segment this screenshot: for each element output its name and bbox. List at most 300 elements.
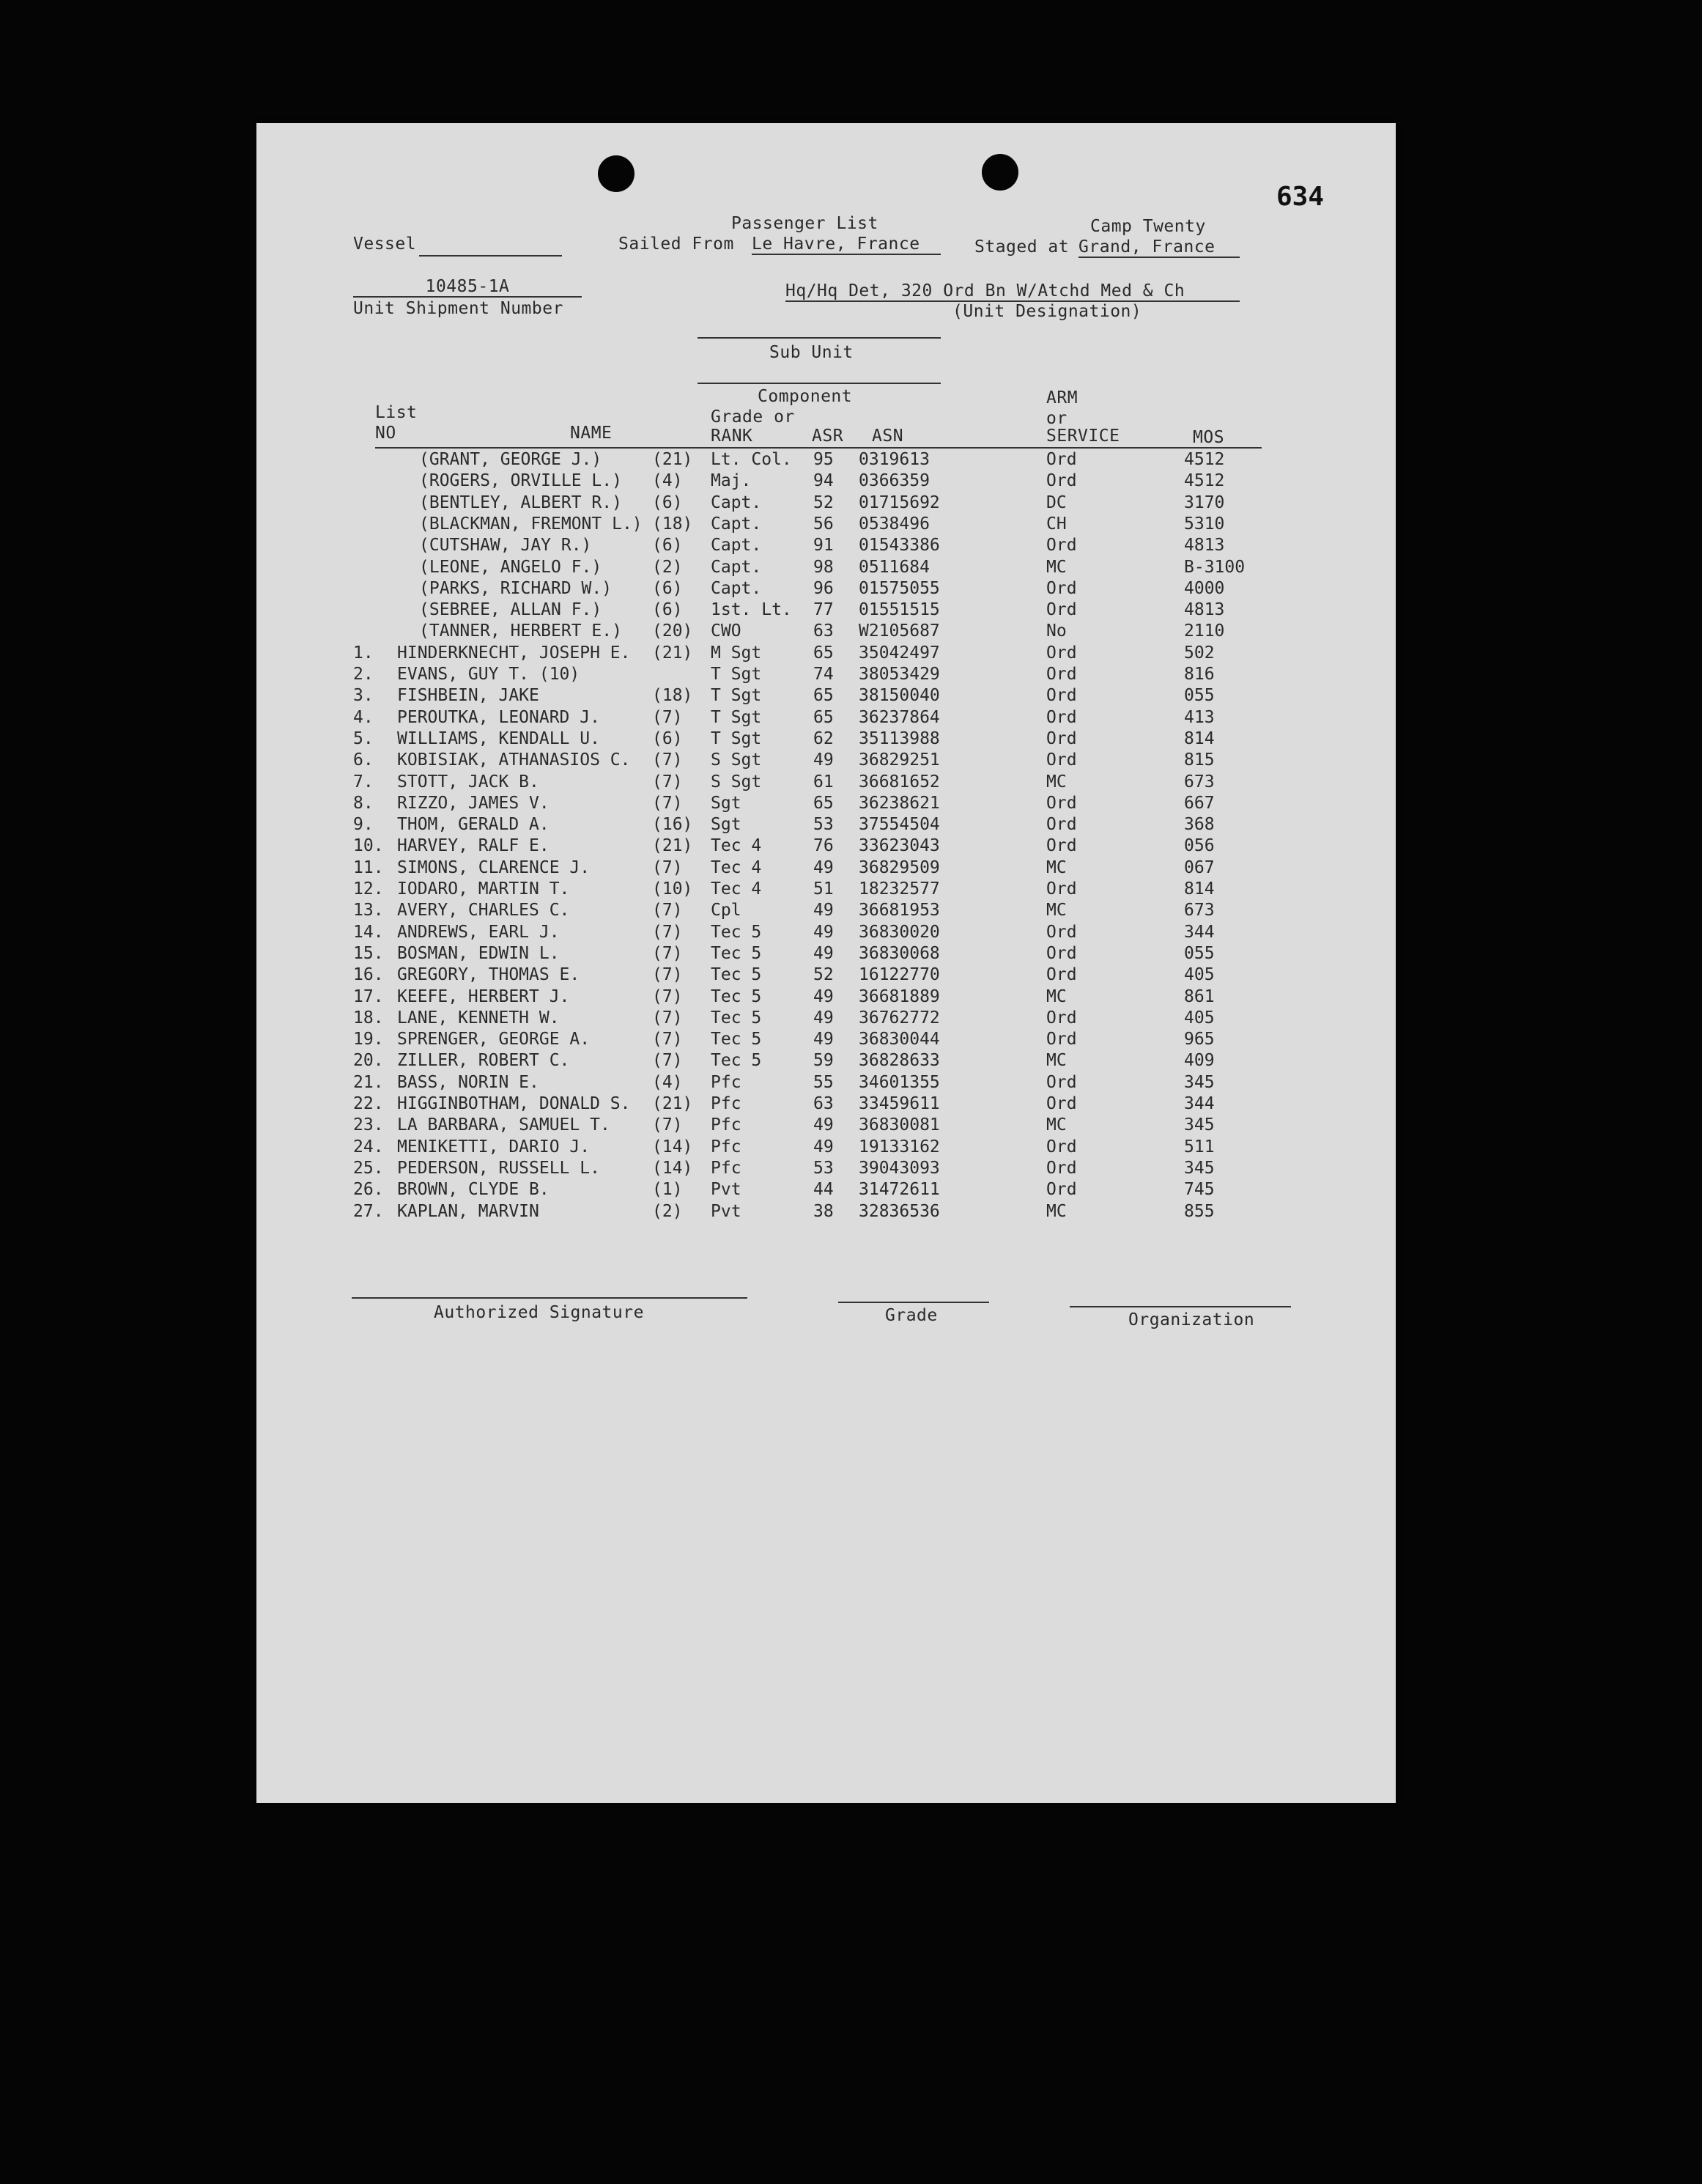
row-list-number: 22. bbox=[353, 1094, 384, 1113]
row-list-number: 13. bbox=[353, 901, 384, 921]
column-header-or: or bbox=[1046, 409, 1068, 428]
row-code: (14) bbox=[652, 1158, 693, 1178]
row-asr: 56 bbox=[813, 514, 834, 534]
row-mos: 368 bbox=[1184, 815, 1215, 835]
row-name: WILLIAMS, KENDALL U. bbox=[397, 728, 600, 748]
row-rank: Tec 5 bbox=[711, 1030, 762, 1049]
row-asn: 36238621 bbox=[859, 793, 940, 813]
table-row bbox=[256, 965, 1396, 986]
row-asr: 61 bbox=[813, 772, 834, 792]
row-list-number: 27. bbox=[353, 1201, 384, 1221]
row-service: Ord bbox=[1046, 578, 1077, 598]
row-rank: T Sgt bbox=[711, 665, 762, 684]
passenger-table bbox=[256, 450, 1396, 1221]
row-asr: 49 bbox=[813, 922, 834, 942]
row-mos: 067 bbox=[1184, 857, 1215, 877]
row-asr: 49 bbox=[813, 901, 834, 921]
table-row bbox=[256, 686, 1396, 707]
row-list-number: 10. bbox=[353, 836, 384, 856]
table-row bbox=[256, 1030, 1396, 1051]
row-asn: 33623043 bbox=[859, 836, 940, 856]
table-row bbox=[256, 1115, 1396, 1137]
row-asr: 76 bbox=[813, 836, 834, 856]
table-row bbox=[256, 901, 1396, 922]
row-service: Ord bbox=[1046, 793, 1077, 813]
row-service: MC bbox=[1046, 557, 1067, 577]
row-asn: 16122770 bbox=[859, 965, 940, 985]
row-code: (7) bbox=[652, 857, 683, 877]
row-name: THOM, GERALD A. bbox=[397, 815, 550, 835]
row-asr: 65 bbox=[813, 707, 834, 727]
row-mos: 814 bbox=[1184, 728, 1215, 748]
row-asn: W2105687 bbox=[859, 621, 940, 641]
row-mos: 861 bbox=[1184, 986, 1215, 1006]
row-rank: Capt. bbox=[711, 557, 762, 577]
row-asr: 74 bbox=[813, 665, 834, 684]
table-row bbox=[256, 772, 1396, 794]
row-rank: Pfc bbox=[711, 1158, 741, 1178]
row-list-number: 7. bbox=[353, 772, 374, 792]
row-code: (21) bbox=[652, 1094, 693, 1113]
row-code: (21) bbox=[652, 643, 693, 663]
table-row bbox=[256, 750, 1396, 772]
row-mos: 3170 bbox=[1184, 492, 1225, 512]
row-name: (ROGERS, ORVILLE L.) bbox=[419, 471, 622, 491]
table-row bbox=[256, 815, 1396, 836]
row-service: Ord bbox=[1046, 1030, 1077, 1049]
row-list-number: 6. bbox=[353, 750, 374, 770]
row-code: (2) bbox=[652, 1201, 683, 1221]
row-service: CH bbox=[1046, 514, 1067, 534]
row-list-number: 11. bbox=[353, 857, 384, 877]
row-code: (7) bbox=[652, 772, 683, 792]
row-list-number: 14. bbox=[353, 922, 384, 942]
row-asr: 49 bbox=[813, 1030, 834, 1049]
row-asn: 36830081 bbox=[859, 1115, 940, 1135]
row-mos: 413 bbox=[1184, 707, 1215, 727]
row-asn: 0366359 bbox=[859, 471, 930, 491]
row-mos: 405 bbox=[1184, 965, 1215, 985]
row-service: MC bbox=[1046, 1201, 1067, 1221]
row-asn: 01715692 bbox=[859, 492, 940, 512]
table-row bbox=[256, 558, 1396, 579]
row-list-number: 25. bbox=[353, 1158, 384, 1178]
row-service: Ord bbox=[1046, 1137, 1077, 1156]
table-row bbox=[256, 621, 1396, 643]
row-service: Ord bbox=[1046, 815, 1077, 835]
row-rank: Pfc bbox=[711, 1094, 741, 1113]
staged-at-label: Staged at bbox=[974, 237, 1070, 257]
document-page bbox=[256, 123, 1396, 1803]
table-row bbox=[256, 536, 1396, 557]
organization-line bbox=[1070, 1306, 1291, 1307]
row-code: (4) bbox=[652, 471, 683, 491]
row-asn: 39043093 bbox=[859, 1158, 940, 1178]
row-asr: 63 bbox=[813, 621, 834, 641]
table-row bbox=[256, 1008, 1396, 1030]
row-name: (BENTLEY, ALBERT R.) bbox=[419, 492, 622, 512]
row-rank: Tec 4 bbox=[711, 836, 762, 856]
row-asn: 0511684 bbox=[859, 557, 930, 577]
row-asr: 49 bbox=[813, 1137, 834, 1156]
row-asr: 96 bbox=[813, 578, 834, 598]
row-name: PEROUTKA, LEONARD J. bbox=[397, 707, 600, 727]
row-mos: 816 bbox=[1184, 665, 1215, 684]
row-mos: 5310 bbox=[1184, 514, 1225, 534]
column-header-asn: ASN bbox=[872, 427, 904, 446]
column-header-grade-or: Grade or bbox=[711, 407, 795, 427]
row-asr: 63 bbox=[813, 1094, 834, 1113]
row-rank: Tec 5 bbox=[711, 1051, 762, 1071]
row-code: (7) bbox=[652, 1008, 683, 1028]
row-asn: 33459611 bbox=[859, 1094, 940, 1113]
row-asr: 59 bbox=[813, 1051, 834, 1071]
row-rank: Tec 5 bbox=[711, 1008, 762, 1028]
row-mos: 409 bbox=[1184, 1051, 1215, 1071]
row-asn: 36829251 bbox=[859, 750, 940, 770]
authorized-signature-label: Authorized Signature bbox=[434, 1303, 644, 1322]
row-rank: Sgt bbox=[711, 793, 741, 813]
row-asr: 52 bbox=[813, 492, 834, 512]
row-service: Ord bbox=[1046, 836, 1077, 856]
row-code: (7) bbox=[652, 707, 683, 727]
table-row bbox=[256, 858, 1396, 879]
row-asr: 51 bbox=[813, 879, 834, 899]
row-service: DC bbox=[1046, 492, 1067, 512]
row-service: Ord bbox=[1046, 965, 1077, 985]
row-rank: Pfc bbox=[711, 1115, 741, 1135]
row-asn: 36681953 bbox=[859, 901, 940, 921]
row-asr: 55 bbox=[813, 1072, 834, 1092]
row-service: MC bbox=[1046, 772, 1067, 792]
row-list-number: 4. bbox=[353, 707, 374, 727]
row-service: Ord bbox=[1046, 922, 1077, 942]
row-mos: 502 bbox=[1184, 643, 1215, 663]
row-mos: 344 bbox=[1184, 1094, 1215, 1113]
row-name: LANE, KENNETH W. bbox=[397, 1008, 560, 1028]
row-code: (7) bbox=[652, 943, 683, 963]
row-rank: Tec 4 bbox=[711, 879, 762, 899]
row-asr: 53 bbox=[813, 1158, 834, 1178]
row-code: (14) bbox=[652, 1137, 693, 1156]
row-name: (TANNER, HERBERT E.) bbox=[419, 621, 622, 641]
vessel-blank bbox=[419, 255, 562, 257]
column-header-asr: ASR bbox=[812, 427, 844, 446]
row-list-number: 26. bbox=[353, 1180, 384, 1200]
row-code: (7) bbox=[652, 922, 683, 942]
column-header-name: NAME bbox=[570, 424, 613, 443]
row-mos: 667 bbox=[1184, 793, 1215, 813]
row-list-number: 17. bbox=[353, 986, 384, 1006]
row-name: FISHBEIN, JAKE bbox=[397, 686, 539, 706]
row-rank: Capt. bbox=[711, 536, 762, 556]
table-row bbox=[256, 471, 1396, 492]
row-code: (7) bbox=[652, 750, 683, 770]
row-code: (6) bbox=[652, 492, 683, 512]
row-service: Ord bbox=[1046, 879, 1077, 899]
row-mos: 056 bbox=[1184, 836, 1215, 856]
row-rank: Tec 5 bbox=[711, 965, 762, 985]
row-service: Ord bbox=[1046, 1008, 1077, 1028]
row-code: (16) bbox=[652, 815, 693, 835]
unit-designation-label: (Unit Designation) bbox=[952, 302, 1142, 321]
row-asn: 01575055 bbox=[859, 578, 940, 598]
row-asr: 44 bbox=[813, 1180, 834, 1200]
row-asr: 77 bbox=[813, 600, 834, 620]
row-asn: 37554504 bbox=[859, 815, 940, 835]
list-title: Passenger List bbox=[731, 214, 878, 233]
row-service: Ord bbox=[1046, 728, 1077, 748]
column-header-mos: MOS bbox=[1193, 428, 1225, 447]
row-mos: 855 bbox=[1184, 1201, 1215, 1221]
row-mos: 965 bbox=[1184, 1030, 1215, 1049]
column-header-service: SERVICE bbox=[1046, 427, 1120, 446]
row-asn: 36237864 bbox=[859, 707, 940, 727]
row-rank: S Sgt bbox=[711, 750, 762, 770]
row-name: SIMONS, CLARENCE J. bbox=[397, 857, 591, 877]
table-row bbox=[256, 836, 1396, 857]
row-asn: 36830020 bbox=[859, 922, 940, 942]
row-mos: 673 bbox=[1184, 772, 1215, 792]
row-name: (SEBREE, ALLAN F.) bbox=[419, 600, 602, 620]
column-header-no: NO bbox=[375, 424, 396, 443]
row-asn: 19133162 bbox=[859, 1137, 940, 1156]
row-code: (7) bbox=[652, 1030, 683, 1049]
row-rank: Cpl bbox=[711, 901, 741, 921]
row-list-number: 21. bbox=[353, 1072, 384, 1092]
sailed-from-label: Sailed From bbox=[618, 235, 734, 254]
table-row bbox=[256, 987, 1396, 1008]
row-rank: CWO bbox=[711, 621, 741, 641]
row-code: (18) bbox=[652, 686, 693, 706]
row-asr: 98 bbox=[813, 557, 834, 577]
row-mos: 4512 bbox=[1184, 450, 1225, 469]
row-asr: 49 bbox=[813, 986, 834, 1006]
row-rank: Lt. Col. bbox=[711, 450, 792, 469]
sub-unit-underline bbox=[698, 383, 941, 384]
signature-line bbox=[352, 1297, 747, 1299]
row-service: Ord bbox=[1046, 707, 1077, 727]
row-service: Ord bbox=[1046, 600, 1077, 620]
row-list-number: 19. bbox=[353, 1030, 384, 1049]
row-name: HARVEY, RALF E. bbox=[397, 836, 550, 856]
row-code: (7) bbox=[652, 1115, 683, 1135]
row-service: Ord bbox=[1046, 471, 1077, 491]
row-mos: 2110 bbox=[1184, 621, 1225, 641]
row-code: (18) bbox=[652, 514, 693, 534]
table-row bbox=[256, 514, 1396, 536]
row-rank: Pvt bbox=[711, 1201, 741, 1221]
organization-label: Organization bbox=[1128, 1310, 1255, 1329]
staged-at-value: Grand, France bbox=[1078, 237, 1240, 258]
row-asr: 49 bbox=[813, 750, 834, 770]
row-name: BROWN, CLYDE B. bbox=[397, 1180, 550, 1200]
row-rank: Pfc bbox=[711, 1137, 741, 1156]
row-asn: 36829509 bbox=[859, 857, 940, 877]
row-asn: 36681889 bbox=[859, 986, 940, 1006]
row-list-number: 24. bbox=[353, 1137, 384, 1156]
row-name: RIZZO, JAMES V. bbox=[397, 793, 550, 813]
row-mos: 814 bbox=[1184, 879, 1215, 899]
row-asr: 62 bbox=[813, 728, 834, 748]
punch-hole bbox=[598, 155, 634, 192]
row-asr: 52 bbox=[813, 965, 834, 985]
row-name: SPRENGER, GEORGE A. bbox=[397, 1030, 591, 1049]
table-row bbox=[256, 1073, 1396, 1094]
row-service: Ord bbox=[1046, 1072, 1077, 1092]
row-asn: 0319613 bbox=[859, 450, 930, 469]
column-header-list: List bbox=[375, 403, 418, 422]
row-code: (7) bbox=[652, 986, 683, 1006]
row-name: PEDERSON, RUSSELL L. bbox=[397, 1158, 600, 1178]
table-row bbox=[256, 794, 1396, 815]
row-code: (10) bbox=[652, 879, 693, 899]
unit-shipment-number-value: 10485-1A bbox=[353, 277, 582, 298]
row-mos: 673 bbox=[1184, 901, 1215, 921]
row-code: (6) bbox=[652, 578, 683, 598]
row-service: Ord bbox=[1046, 1158, 1077, 1178]
row-asr: 53 bbox=[813, 815, 834, 835]
table-row bbox=[256, 1159, 1396, 1180]
row-name: ANDREWS, EARL J. bbox=[397, 922, 560, 942]
row-name: STOTT, JACK B. bbox=[397, 772, 539, 792]
row-list-number: 18. bbox=[353, 1008, 384, 1028]
row-code: (7) bbox=[652, 965, 683, 985]
row-asn: 36830068 bbox=[859, 943, 940, 963]
row-list-number: 15. bbox=[353, 943, 384, 963]
row-name: AVERY, CHARLES C. bbox=[397, 901, 570, 921]
row-mos: 745 bbox=[1184, 1180, 1215, 1200]
row-code: (21) bbox=[652, 836, 693, 856]
table-row bbox=[256, 1137, 1396, 1159]
row-service: Ord bbox=[1046, 643, 1077, 663]
row-mos: 405 bbox=[1184, 1008, 1215, 1028]
row-name: (CUTSHAW, JAY R.) bbox=[419, 536, 592, 556]
row-rank: M Sgt bbox=[711, 643, 762, 663]
row-asn: 36762772 bbox=[859, 1008, 940, 1028]
row-asn: 35042497 bbox=[859, 643, 940, 663]
row-asn: 36830044 bbox=[859, 1030, 940, 1049]
row-code: (6) bbox=[652, 600, 683, 620]
row-code: (1) bbox=[652, 1180, 683, 1200]
row-asr: 49 bbox=[813, 1008, 834, 1028]
row-name: KAPLAN, MARVIN bbox=[397, 1201, 539, 1221]
row-asr: 49 bbox=[813, 857, 834, 877]
row-list-number: 20. bbox=[353, 1051, 384, 1071]
column-header-arm: ARM bbox=[1046, 388, 1078, 407]
row-mos: 345 bbox=[1184, 1115, 1215, 1135]
row-rank: T Sgt bbox=[711, 728, 762, 748]
row-asn: 01543386 bbox=[859, 536, 940, 556]
camp-name: Camp Twenty bbox=[1090, 217, 1206, 236]
row-code: (7) bbox=[652, 901, 683, 921]
row-asr: 38 bbox=[813, 1201, 834, 1221]
row-rank: Pfc bbox=[711, 1072, 741, 1092]
row-asr: 65 bbox=[813, 793, 834, 813]
row-asn: 18232577 bbox=[859, 879, 940, 899]
row-name: GREGORY, THOMAS E. bbox=[397, 965, 580, 985]
table-row bbox=[256, 665, 1396, 686]
row-mos: 4000 bbox=[1184, 578, 1225, 598]
row-service: MC bbox=[1046, 1115, 1067, 1135]
row-name: KOBISIAK, ATHANASIOS C. bbox=[397, 750, 631, 770]
row-rank: Tec 5 bbox=[711, 986, 762, 1006]
sailed-from-value: Le Havre, France bbox=[752, 235, 941, 255]
table-row bbox=[256, 1202, 1396, 1223]
row-asr: 65 bbox=[813, 686, 834, 706]
row-asr: 49 bbox=[813, 943, 834, 963]
row-asr: 94 bbox=[813, 471, 834, 491]
table-row bbox=[256, 944, 1396, 965]
row-code: (7) bbox=[652, 1051, 683, 1071]
row-code: (7) bbox=[652, 793, 683, 813]
row-rank: Capt. bbox=[711, 492, 762, 512]
row-code: (2) bbox=[652, 557, 683, 577]
table-row bbox=[256, 729, 1396, 750]
sub-unit-line bbox=[698, 337, 941, 339]
row-name: (BLACKMAN, FREMONT L.) bbox=[419, 514, 643, 534]
row-asn: 36681652 bbox=[859, 772, 940, 792]
row-asn: 38150040 bbox=[859, 686, 940, 706]
row-list-number: 9. bbox=[353, 815, 374, 835]
table-row bbox=[256, 493, 1396, 514]
row-asn: 38053429 bbox=[859, 665, 940, 684]
row-mos: 815 bbox=[1184, 750, 1215, 770]
row-service: MC bbox=[1046, 901, 1067, 921]
row-service: Ord bbox=[1046, 665, 1077, 684]
row-rank: Sgt bbox=[711, 815, 741, 835]
row-mos: B-3100 bbox=[1184, 557, 1246, 577]
row-asr: 95 bbox=[813, 450, 834, 469]
row-list-number: 2. bbox=[353, 665, 374, 684]
row-service: Ord bbox=[1046, 1094, 1077, 1113]
row-mos: 511 bbox=[1184, 1137, 1215, 1156]
row-service: No bbox=[1046, 621, 1067, 641]
row-list-number: 12. bbox=[353, 879, 384, 899]
row-name: IODARO, MARTIN T. bbox=[397, 879, 570, 899]
row-list-number: 16. bbox=[353, 965, 384, 985]
table-row bbox=[256, 879, 1396, 901]
row-asn: 34601355 bbox=[859, 1072, 940, 1092]
column-header-component: Component bbox=[758, 387, 853, 406]
row-list-number: 3. bbox=[353, 686, 374, 706]
row-asn: 0538496 bbox=[859, 514, 930, 534]
row-service: Ord bbox=[1046, 1180, 1077, 1200]
row-mos: 055 bbox=[1184, 686, 1215, 706]
column-header-rank: RANK bbox=[711, 427, 753, 446]
row-mos: 4813 bbox=[1184, 600, 1225, 620]
grade-line bbox=[838, 1302, 989, 1303]
row-mos: 344 bbox=[1184, 922, 1215, 942]
row-asn: 35113988 bbox=[859, 728, 940, 748]
row-code: (20) bbox=[652, 621, 693, 641]
table-row bbox=[256, 1094, 1396, 1115]
row-service: Ord bbox=[1046, 450, 1077, 469]
row-asr: 65 bbox=[813, 643, 834, 663]
row-service: Ord bbox=[1046, 943, 1077, 963]
row-asn: 31472611 bbox=[859, 1180, 940, 1200]
table-row bbox=[256, 923, 1396, 944]
vessel-label: Vessel bbox=[353, 235, 417, 254]
punch-hole bbox=[982, 154, 1018, 191]
row-asr: 91 bbox=[813, 536, 834, 556]
row-service: MC bbox=[1046, 986, 1067, 1006]
row-name: (PARKS, RICHARD W.) bbox=[419, 578, 613, 598]
row-mos: 055 bbox=[1184, 943, 1215, 963]
row-service: MC bbox=[1046, 1051, 1067, 1071]
row-rank: Tec 4 bbox=[711, 857, 762, 877]
row-asr: 49 bbox=[813, 1115, 834, 1135]
